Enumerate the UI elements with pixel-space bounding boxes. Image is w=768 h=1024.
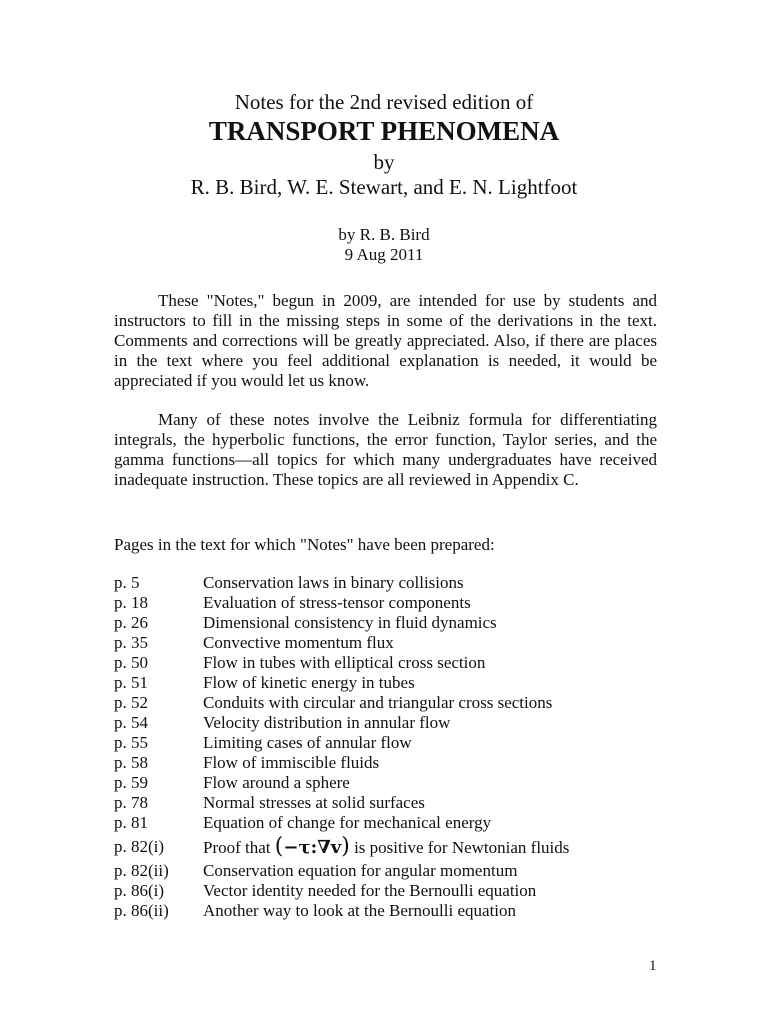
page-reference: p. 58 <box>114 753 148 772</box>
page-reference: p. 18 <box>114 593 148 612</box>
note-topic: Normal stresses at solid surfaces <box>203 793 425 812</box>
notes-list-heading: Pages in the text for which "Notes" have been prepared: <box>114 535 495 554</box>
list-item <box>114 713 674 733</box>
note-topic-suffix: is positive for Newtonian fluids <box>354 838 570 857</box>
document-title: TRANSPORT PHENOMENA <box>208 116 560 146</box>
list-item <box>114 613 674 633</box>
note-topic: Equation of change for mechanical energy <box>203 813 492 832</box>
list-item <box>114 833 674 861</box>
note-topic: Another way to look at the Bernoulli equation <box>203 901 517 920</box>
note-topic: Velocity distribution in annular flow <box>203 713 451 732</box>
page-reference: p. 54 <box>114 713 148 732</box>
page-reference: p. 52 <box>114 693 148 712</box>
note-topic: Conservation laws in binary collisions <box>203 573 464 592</box>
stress-expression-text: −τ:∇v <box>283 837 342 858</box>
page-reference: p. 78 <box>114 793 148 812</box>
note-topic <box>203 833 674 861</box>
note-topic: Flow in tubes with elliptical cross section <box>203 653 486 672</box>
note-topic: Conservation equation for angular momentum <box>203 861 518 880</box>
authors-prefix: by <box>373 150 395 174</box>
page-reference: p. 59 <box>114 773 148 792</box>
page-reference: p. 82(i) <box>114 837 165 856</box>
note-topic: Vector identity needed for the Bernoulli equation <box>203 881 537 900</box>
list-item <box>114 901 674 921</box>
intro-paragraph: These "Notes," begun in 2009, are intended for use by students and instructors to fill in the missing steps in some of the derivations in the text. Comments and corrections will be greatly appreciated. Also, if there are places in the text where you feel additional explanation is needed, it would be appreciated if you would let us know. <box>114 291 657 390</box>
page-reference: p. 86(ii) <box>114 901 169 920</box>
notes-date: 9 Aug 2011 <box>344 245 424 264</box>
list-item <box>114 733 674 753</box>
note-topic: Conduits with circular and triangular cross sections <box>203 693 553 712</box>
list-item <box>114 633 674 653</box>
page-reference: p. 81 <box>114 813 148 832</box>
note-topic: Convective momentum flux <box>203 633 394 652</box>
note-topic: Dimensional consistency in fluid dynamics <box>203 613 497 632</box>
note-topic-prefix: Proof that <box>203 838 271 857</box>
page-reference: p. 86(i) <box>114 881 165 900</box>
page-reference: p. 82(ii) <box>114 861 169 880</box>
page-reference: p. 50 <box>114 653 148 672</box>
list-item <box>114 813 674 833</box>
page-number: 1 <box>649 958 657 974</box>
note-topic: Flow of kinetic energy in tubes <box>203 673 415 692</box>
list-item <box>114 693 674 713</box>
topics-paragraph: Many of these notes involve the Leibniz formula for differentiating integrals, the hyperbolic functions, the error function, Taylor series, and the gamma functions—all topics for which many undergraduates have received inadequate instruction. These topics are all reviewed in Appendix C. <box>114 410 657 489</box>
page-reference: p. 35 <box>114 633 148 652</box>
page-reference: p. 26 <box>114 613 148 632</box>
document-subtitle: Notes for the 2nd revised edition of <box>234 90 534 114</box>
stress-expression: (−τ:∇v) <box>274 834 350 859</box>
page-reference: p. 5 <box>114 573 140 592</box>
list-item <box>114 793 674 813</box>
note-topic: Limiting cases of annular flow <box>203 733 412 752</box>
list-item <box>114 573 674 593</box>
authors-line: R. B. Bird, W. E. Stewart, and E. N. Lightfoot <box>190 175 578 199</box>
list-item <box>114 753 674 773</box>
note-topic: Evaluation of stress-tensor components <box>203 593 471 612</box>
list-item <box>114 861 674 881</box>
list-item <box>114 673 674 693</box>
list-item <box>114 773 674 793</box>
note-topic: Flow around a sphere <box>203 773 350 792</box>
note-topic: Flow of immiscible fluids <box>203 753 380 772</box>
list-item <box>114 593 674 613</box>
notes-page-list <box>114 573 674 921</box>
list-item <box>114 653 674 673</box>
page-reference: p. 55 <box>114 733 148 752</box>
notes-author: by R. B. Bird <box>338 225 430 244</box>
list-item <box>114 881 674 901</box>
page-reference: p. 51 <box>114 673 148 692</box>
